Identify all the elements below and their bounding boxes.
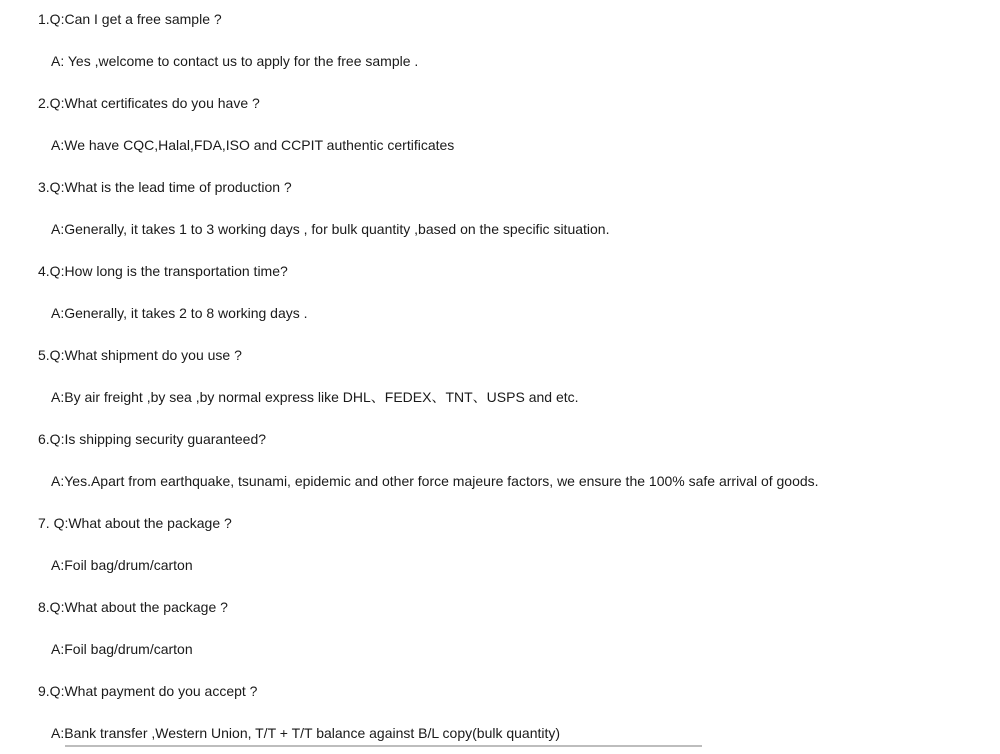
cropped-next-line-artifact xyxy=(65,745,702,747)
faq-question: 2.Q:What certificates do you have ? xyxy=(38,95,260,111)
faq-question: 6.Q:Is shipping security guaranteed? xyxy=(38,431,267,447)
faq-question: 4.Q:How long is the transportation time? xyxy=(38,263,288,279)
faq-question: 5.Q:What shipment do you use ? xyxy=(38,347,242,363)
faq-question: 1.Q:Can I get a free sample ? xyxy=(38,11,222,27)
faq-answer: A: Yes ,welcome to contact us to apply for the free sample . xyxy=(51,53,419,69)
faq-answer: A:Foil bag/drum/carton xyxy=(51,641,193,657)
faq-answer: A:Foil bag/drum/carton xyxy=(51,557,193,573)
faq-question: 8.Q:What about the package ? xyxy=(38,599,228,615)
faq-answer: A:Generally, it takes 2 to 8 working days . xyxy=(51,305,308,321)
faq-question: 9.Q:What payment do you accept ? xyxy=(38,683,258,699)
faq-answer: A:By air freight ,by sea ,by normal express like DHL、FEDEX、TNT、USPS and etc. xyxy=(51,389,579,405)
faq-answer: A:Generally, it takes 1 to 3 working days , for bulk quantity ,based on the specific situation. xyxy=(51,221,610,237)
faq-question: 3.Q:What is the lead time of production ? xyxy=(38,179,292,195)
faq-answer: A:We have CQC,Halal,FDA,ISO and CCPIT authentic certificates xyxy=(51,137,455,153)
faq-question: 7. Q:What about the package ? xyxy=(38,515,232,531)
faq-answer: A:Bank transfer ,Western Union, T/T + T/T balance against B/L copy(bulk quantity) xyxy=(51,725,561,741)
faq-answer: A:Yes.Apart from earthquake, tsunami, epidemic and other force majeure factors, we ensure the 100% safe arrival of goods. xyxy=(51,473,819,489)
